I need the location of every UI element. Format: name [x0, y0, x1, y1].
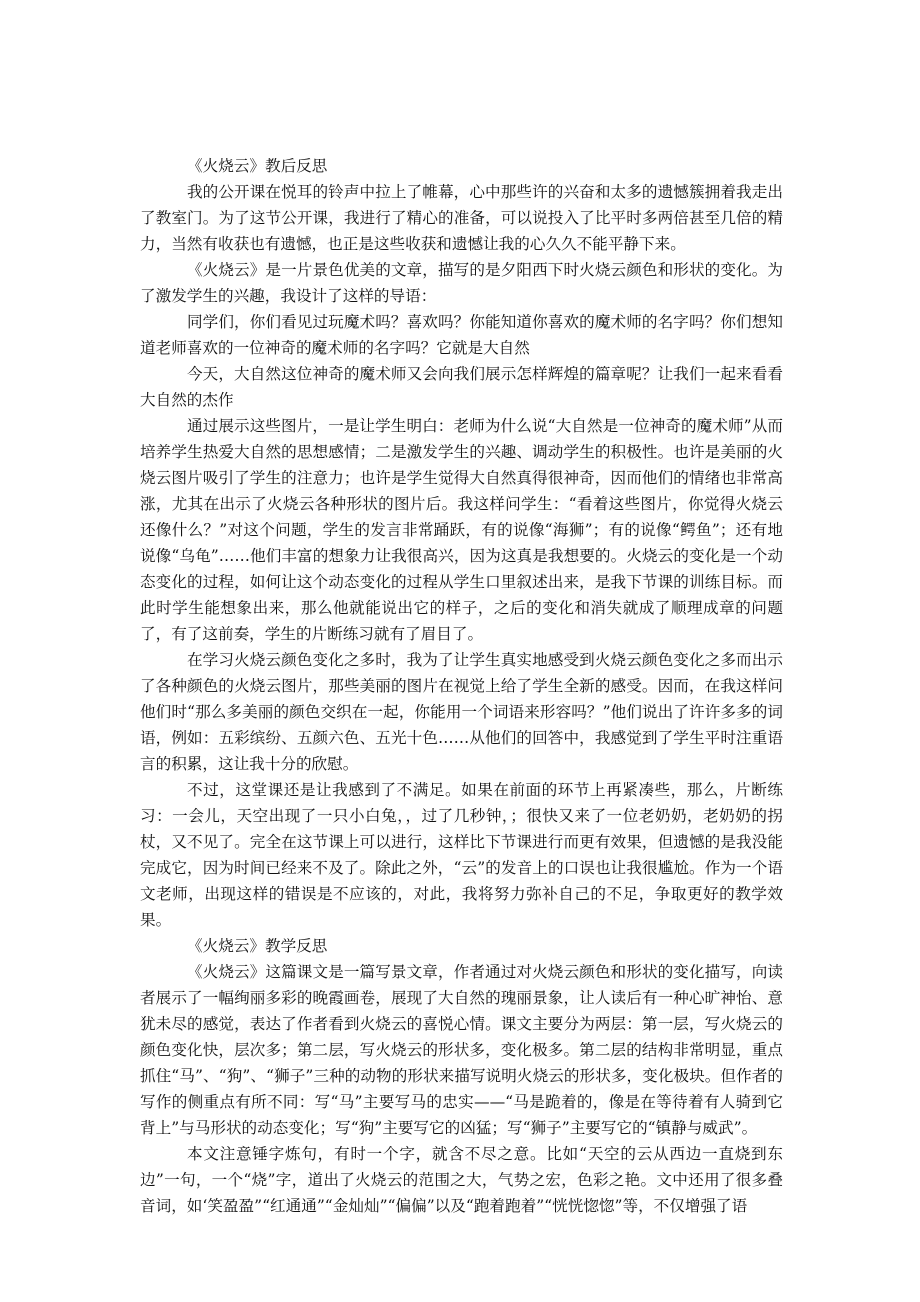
paragraph-intro-text: 《火烧云》是一片景色优美的文章，描写的是夕阳西下时火烧云颜色和形状的变化。为了激发学生的兴趣，我设计了这样的导语：: [140, 261, 783, 305]
paragraph-color-changes: 在学习火烧云颜色变化之多时，我为了让学生真实地感受到火烧云颜色变化之多而出示了各种颜色的火烧云图片，那些美丽的图片在视觉上给了学生全新的感受。因而，在我这样问他们时“那么多美丽的颜色交织在一起，你能用一个词语来形容吗？”他们说出了许许多多的词语，例如：五彩缤纷、五颜六色、五光十色……从他们的回答中，我感觉到了学生平时注重语言的积累，这让我十分的欣慰。: [140, 651, 783, 773]
paragraph-opening: 我的公开课在悦耳的铃声中拉上了帷幕，心中那些许的兴奋和太多的遗憾簇拥着我走出了教室门。为了这节公开课，我进行了精心的准备，可以说投入了比平时多两倍甚至几倍的精力，当然有收获也有遗憾，也正是这些收获和遗憾让我的心久久不能平静下来。: [140, 183, 783, 253]
section-title-jiaohou-fansi: 《火烧云》教后反思: [187, 157, 328, 175]
document-page: [140, 153, 783, 1219]
paragraph-lead-in-continued: 今天，大自然这位神奇的魔术师又会向我们展示怎样辉煌的篇章呢？让我们一起来看看大自然的杰作: [140, 365, 783, 409]
paragraph-picture-display: 通过展示这些图片，一是让学生明白：老师为什么说“大自然是一位神奇的魔术师”从而培养学生热爱大自然的思想感情；二是激发学生的兴趣、调动学生的积极性。也许是美丽的火烧云图片吸引了学生的注意力；也许是学生觉得大自然真得很神奇，因而他们的情绪也非常高涨，尤其在出示了火烧云各种形状的图片后。我这样问学生：“看着这些图片，你觉得火烧云还像什么？”对这个问题，学生的发言非常踊跃，有的说像“海狮”；有的说像“鳄鱼”；还有地说像“乌龟”……他们丰富的想象力让我很高兴，因为这真是我想要的。火烧云的变化是一个动态变化的过程，如何让这个动态变化的过程从学生口里叙述出来，是我下节课的训练目标。而此时学生能想象出来，那么他就能说出它的样子，之后的变化和消失就成了顺理成章的问题了，有了这前奏，学生的片断练习就有了眉目了。: [140, 417, 783, 643]
paragraph-word-refinement: 本文注意锤字炼句，有时一个字，就含不尽之意。比如“天空的云从西边一直烧到东边”一句，一个“烧”字，道出了火烧云的范围之大，气势之宏，色彩之艳。文中还用了很多叠音词，如‘笑盈盈”“红通通”“金灿灿”“偏偏”以及“跑着跑着”“恍恍惚惚”等，不仅增强了语: [140, 1145, 783, 1215]
section-title-jiaoxue-fansi: 《火烧云》教学反思: [187, 937, 328, 955]
paragraph-text-analysis: 《火烧云》这篇课文是一篇写景文章，作者通过对火烧云颜色和形状的变化描写，向读者展示了一幅绚丽多彩的晚霞画卷，展现了大自然的瑰丽景象，让人读后有一种心旷神怡、意犹未尽的感觉，表达了作者看到火烧云的喜悦心情。课文主要分为两层：第一层，写火烧云的颜色变化快，层次多；第二层，写火烧云的形状多，变化极多。第二层的结构非常明显，重点抓住“马”、“狗”、“狮子”三种的动物的形状来描写说明火烧云的形状多，变化极块。但作者的写作的侧重点有所不同：写“马”主要写马的忠实——“马是跪着的，像是在等待着有人骑到它背上”与马形状的动态变化；写“狗”主要写它的凶猛；写“狮子”主要写它的“镇静与威武”。: [140, 963, 783, 1137]
paragraph-shortcomings: 不过，这堂课还是让我感到了不满足。如果在前面的环节上再紧凑些，那么，片断练习：一会儿，天空出现了一只小白兔，，过了几秒钟，；很快又来了一位老奶奶，老奶奶的拐杖，又不见了。完全在这节课上可以进行，这样比下节课进行而更有效果，但遗憾的是我没能完成它，因为时间已经来不及了。除此之外，“云”的发音上的口误也让我很尴尬。作为一个语文老师，出现这样的错误是不应该的，对此，我将努力弥补自己的不足，争取更好的教学效果。: [140, 781, 783, 929]
paragraph-lead-in-questions: 同学们，你们看见过玩魔术吗？喜欢吗？你能知道你喜欢的魔术师的名字吗？你们想知道老师喜欢的一位神奇的魔术师的名字吗？它就是大自然: [140, 313, 783, 357]
